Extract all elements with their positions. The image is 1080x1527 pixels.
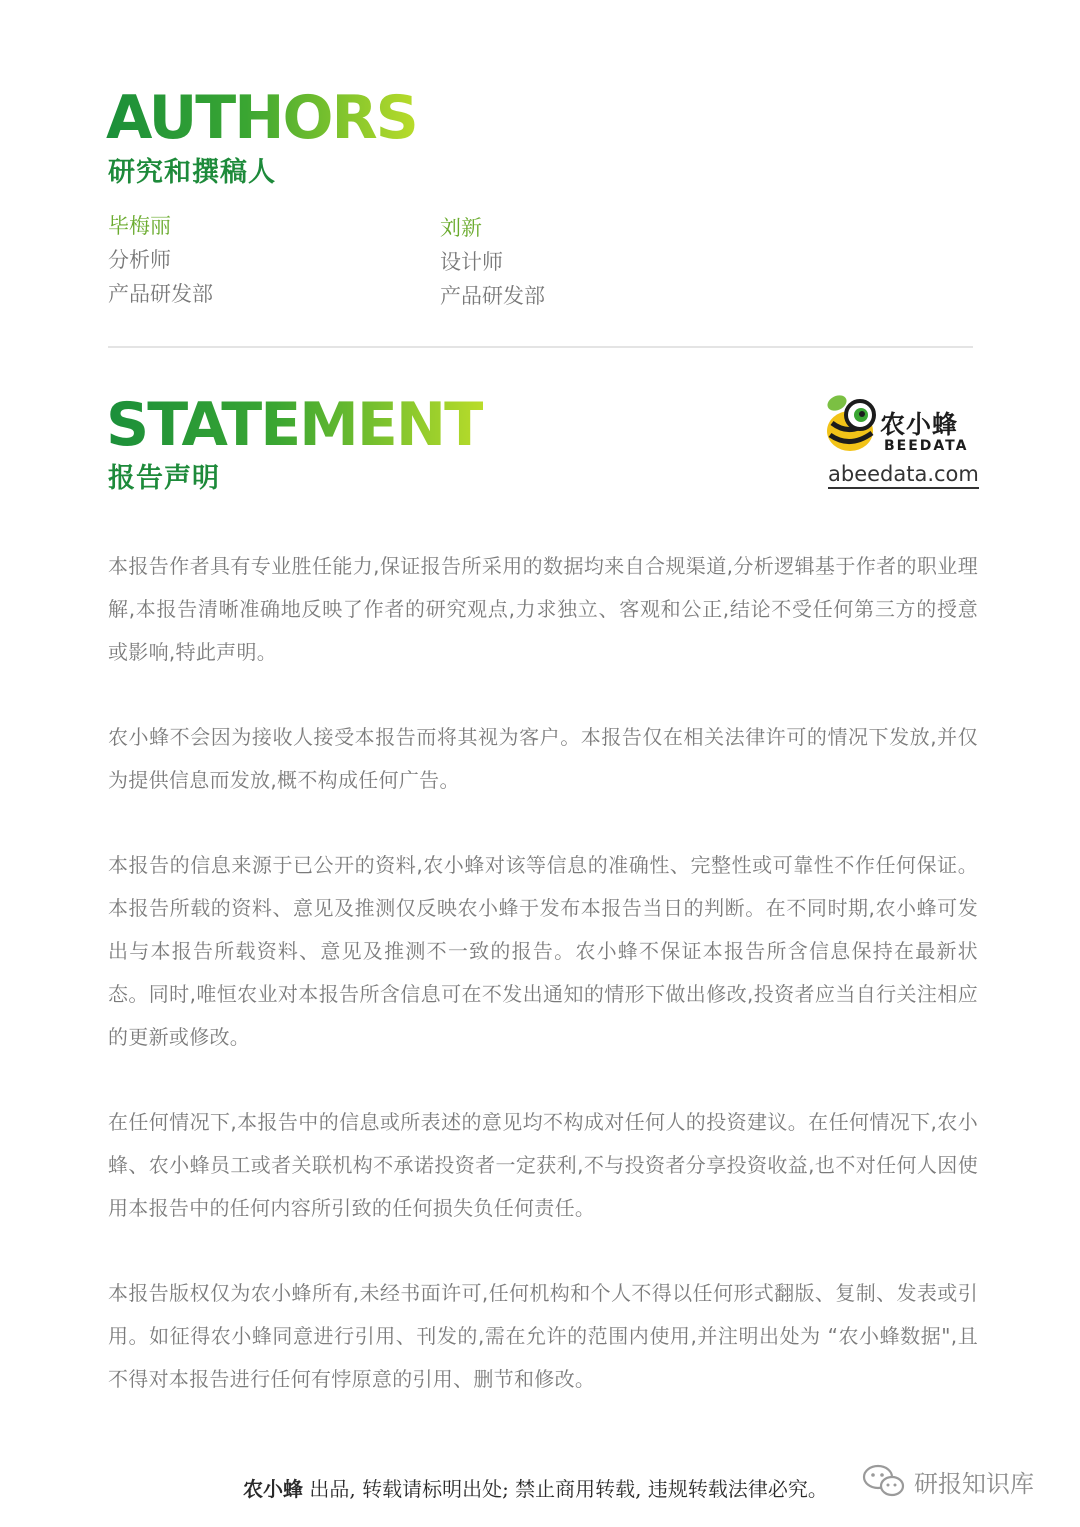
author-role: 设计师 (440, 250, 503, 274)
logo-name-cn: 农小蜂 (880, 410, 959, 439)
author-card-1 (108, 209, 348, 311)
author-card-2 (440, 211, 680, 313)
author-dept: 产品研发部 (108, 282, 213, 306)
author-dept: 产品研发部 (440, 284, 545, 308)
statement-paragraph-2: 农小蜂不会因为接收人接受本报告而将其视为客户。本报告仅在相关法律许可的情况下发放,并仅为提供信息而发放,概不构成任何广告。 (108, 725, 978, 792)
footer-brand: 农小蜂 (243, 1477, 303, 1501)
statement-body (108, 545, 978, 1443)
watermark-text: 研报知识库 (914, 1469, 1034, 1498)
statement-subheading: 报告声明 (108, 463, 220, 494)
author-role: 分析师 (108, 248, 171, 272)
statement-paragraph-1: 本报告作者具有专业胜任能力,保证报告所采用的数据均来自合规渠道,分析逻辑基于作者的职业理解,本报告清晰准确地反映了作者的研究观点,力求独立、客观和公正,结论不受任何第三方的授意或影响,特此声明。 (108, 554, 978, 664)
author-name: 刘新 (440, 216, 482, 240)
watermark (862, 1459, 1034, 1503)
footer-note (243, 1472, 828, 1506)
footer-text: 出品, 转载请标明出处; 禁止商用转载, 违规转载法律必究。 (309, 1477, 828, 1501)
statement-paragraph-3: 本报告的信息来源于已公开的资料,农小蜂对该等信息的准确性、完整性或可靠性不作任何保证。本报告所载的资料、意见及推测仅反映农小蜂于发布本报告当日的判断。在不同时期,农小蜂可发出与本报告所载资料、意见及推测不一致的报告。农小蜂不保证本报告所含信息保持在最新状态。同时,唯恒农业对本报告所含信息可在不发出通知的情形下做出修改,投资者应当自行关注相应的更新或修改。 (108, 853, 978, 1049)
logo-url: abeedata.com (828, 461, 979, 489)
logo-name-en: BEEDATA (884, 438, 969, 454)
bee-icon (824, 393, 884, 455)
authors-subheading: 研究和撰稿人 (108, 157, 276, 188)
author-name: 毕梅丽 (108, 214, 171, 238)
statement-heading: STATEMENT (106, 390, 484, 460)
brand-logo (824, 393, 979, 488)
authors-heading: AUTHORS (106, 83, 417, 153)
section-divider (108, 346, 973, 348)
statement-paragraph-5: 本报告版权仅为农小蜂所有,未经书面许可,任何机构和个人不得以任何形式翻版、复制、发表或引用。如征得农小蜂同意进行引用、刊发的,需在允许的范围内使用,并注明出处为 “农小蜂数据",且不得对本报告进行任何有悖原意的引用、删节和修改。 (108, 1281, 978, 1391)
wechat-icon (862, 1463, 906, 1499)
statement-paragraph-4: 在任何情况下,本报告中的信息或所表述的意见均不构成对任何人的投资建议。在任何情况下,农小蜂、农小蜂员工或者关联机构不承诺投资者一定获利,不与投资者分享投资收益,也不对任何人因使用本报告中的任何内容所引致的任何损失负任何责任。 (108, 1110, 978, 1220)
